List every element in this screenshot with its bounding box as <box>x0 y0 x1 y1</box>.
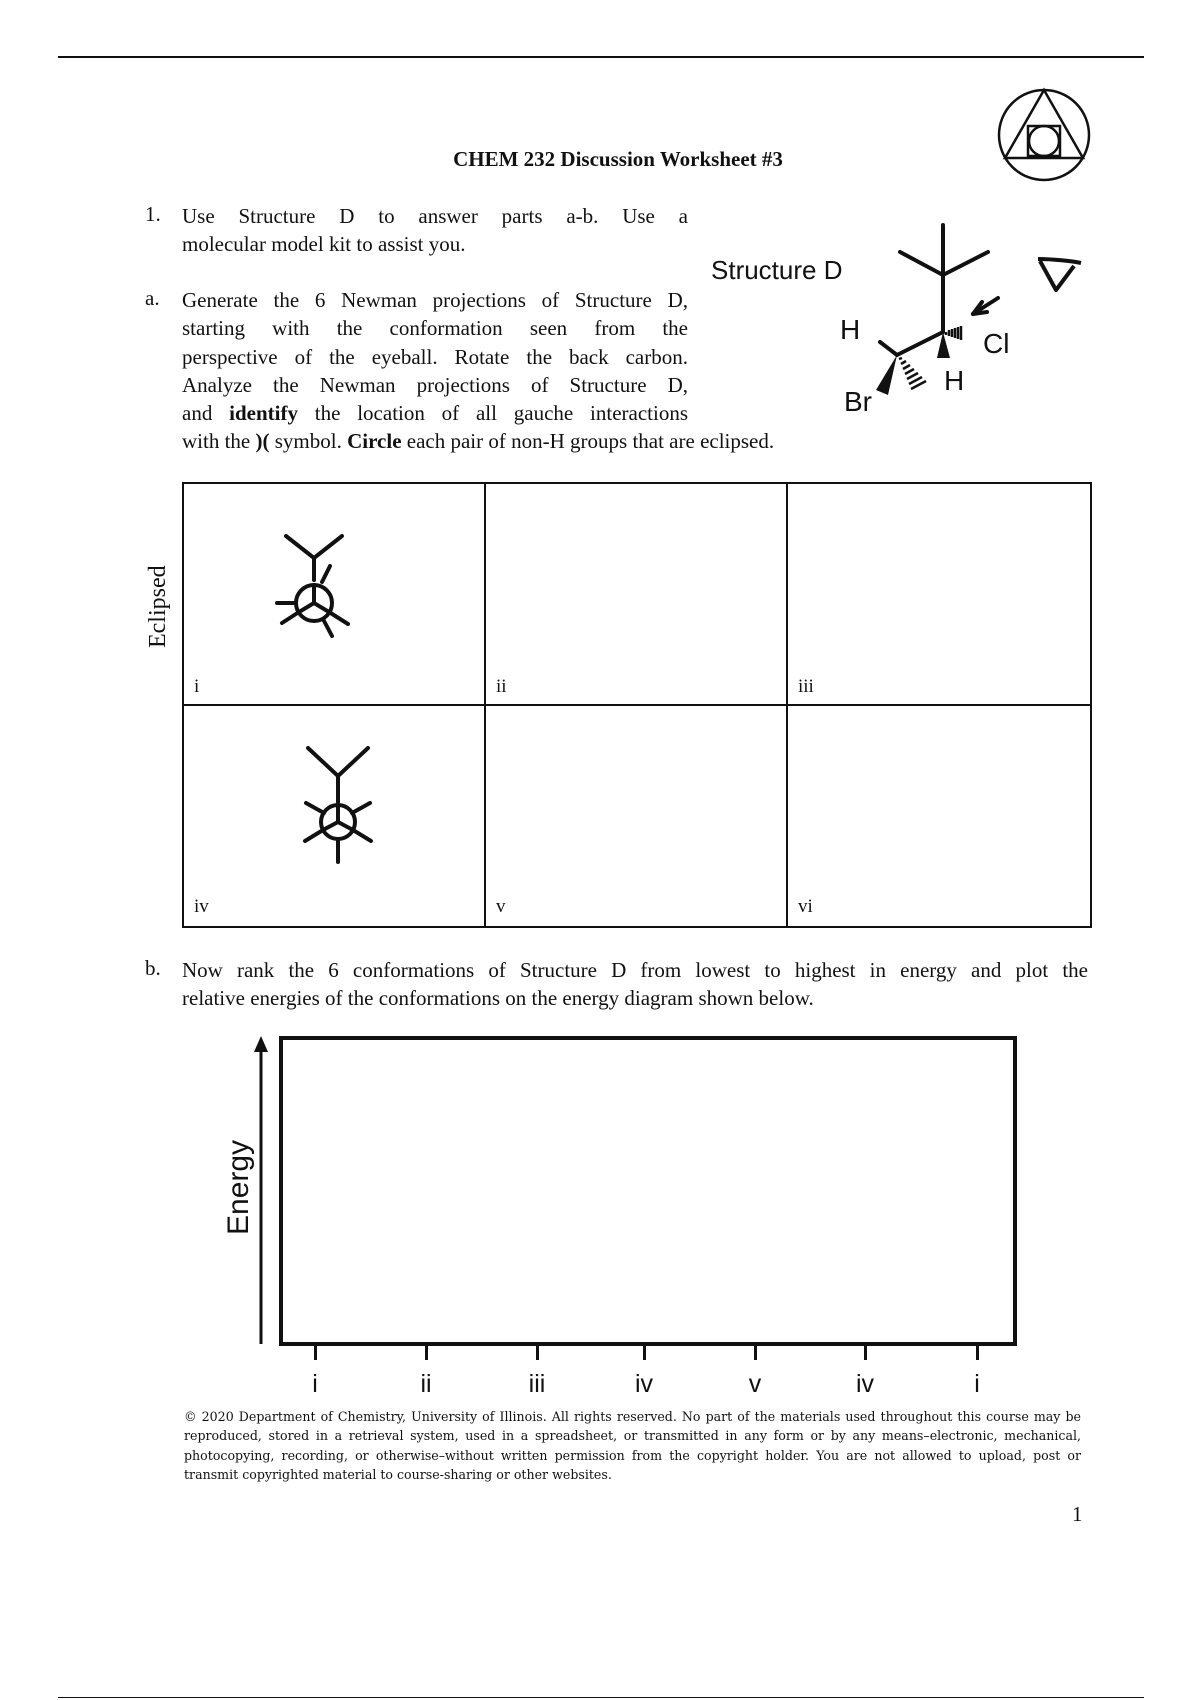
part-a-line: Generate the 6 Newman projections of Structure D, <box>182 288 688 312</box>
cell-label: iv <box>194 896 209 917</box>
x-tick-label: i <box>312 1370 318 1398</box>
atom-h-left: H <box>840 314 861 345</box>
bold-circle: Circle <box>347 429 402 453</box>
part-b-line: Now rank the 6 conformations of Structure D from lowest to highest in energy and plot the <box>182 958 1088 982</box>
text-run: with the <box>182 429 256 453</box>
tick-mark <box>864 1346 867 1360</box>
wedge-bond <box>876 355 897 395</box>
newman-cell-i[interactable] <box>184 484 486 706</box>
x-tick-label: iv <box>855 1370 875 1398</box>
newman-cell-iv[interactable] <box>184 706 486 926</box>
cell-label: ii <box>496 676 507 697</box>
tick-mark <box>643 1346 646 1360</box>
x-tick-label: ii <box>420 1370 432 1398</box>
newman-cell-ii[interactable] <box>486 484 788 706</box>
page-number: 1 <box>1072 1502 1083 1526</box>
part-a-line: starting with the conformation seen from the <box>182 316 688 341</box>
question-number: 1. <box>145 202 161 226</box>
question-1-line: molecular model kit to assist you. <box>182 232 466 257</box>
newman-projection-drawing <box>264 522 364 642</box>
x-tick-label: v <box>748 1370 762 1398</box>
part-b-text <box>182 956 1088 1013</box>
cell-label: i <box>194 676 200 697</box>
cell-label: vi <box>798 896 813 917</box>
copyright-notice: © 2020 Department of Chemistry, University of Illinois. All rights reserved. No part of the materials used throughout this course may be reproduced, stored in a retrieval system, used in a spreadsheet, or transmitted in any form or by any means–electronic, mechanical, photocopying, recording, or otherwise–without written permission from the copyright holder. You are not allowed to upload, post or transmit copyrighted material to course-sharing or other websites. <box>184 1409 1081 1483</box>
newman-cell-v[interactable] <box>486 706 788 926</box>
question-1-line: Use Structure D to answer parts a-b. Use a <box>182 204 688 228</box>
x-tick-label: iv <box>634 1370 654 1398</box>
energy-axis-label: Energy <box>222 1139 255 1235</box>
tick-mark <box>314 1346 317 1360</box>
x-tick-label: iii <box>528 1370 546 1398</box>
part-b-line: relative energies of the conformations on the energy diagram shown below. <box>182 986 814 1011</box>
gauche-symbol: )( <box>255 429 270 453</box>
tick-mark <box>425 1346 428 1360</box>
part-b-label: b. <box>145 956 161 980</box>
bottom-rule <box>58 1697 1144 1698</box>
part-a-last-line <box>182 427 774 455</box>
tick-mark <box>976 1346 979 1360</box>
newman-cell-iii[interactable] <box>788 484 1090 706</box>
atom-h-bottom: H <box>944 365 965 396</box>
eclipsed-row-label: Eclipsed <box>145 565 171 648</box>
atom-cl: Cl <box>983 328 1010 359</box>
eyeball-icon <box>1038 259 1081 290</box>
top-rule <box>58 56 1144 58</box>
bold-identify: identify <box>229 401 298 426</box>
text-run: symbol. <box>269 429 348 453</box>
part-a-label: a. <box>145 286 160 310</box>
structure-label: Structure D <box>711 255 843 285</box>
part-a-line: Analyze the Newman projections of Structure D, <box>182 372 688 397</box>
cell-label: v <box>496 896 506 917</box>
part-a-text <box>182 286 688 427</box>
worksheet-title: CHEM 232 Discussion Worksheet #3 <box>453 147 783 171</box>
newman-projection-drawing <box>288 738 388 874</box>
newman-cell-vi[interactable] <box>788 706 1090 926</box>
tick-mark <box>754 1346 757 1360</box>
tick-mark <box>536 1346 539 1360</box>
text-run: each pair of non-H groups that are eclipsed. <box>401 429 775 453</box>
text-run: and <box>182 401 230 426</box>
energy-diagram-box[interactable] <box>279 1036 1017 1346</box>
part-a-line <box>182 399 688 427</box>
cell-label: iii <box>798 676 814 697</box>
part-a-line: perspective of the eyeball. Rotate the back carbon. <box>182 344 688 369</box>
question-1-text <box>182 202 688 259</box>
newman-projection-grid <box>182 482 1092 928</box>
text-run: the location of all gauche interactions <box>297 401 688 426</box>
x-tick-label: i <box>974 1370 980 1398</box>
atom-br: Br <box>844 386 872 417</box>
